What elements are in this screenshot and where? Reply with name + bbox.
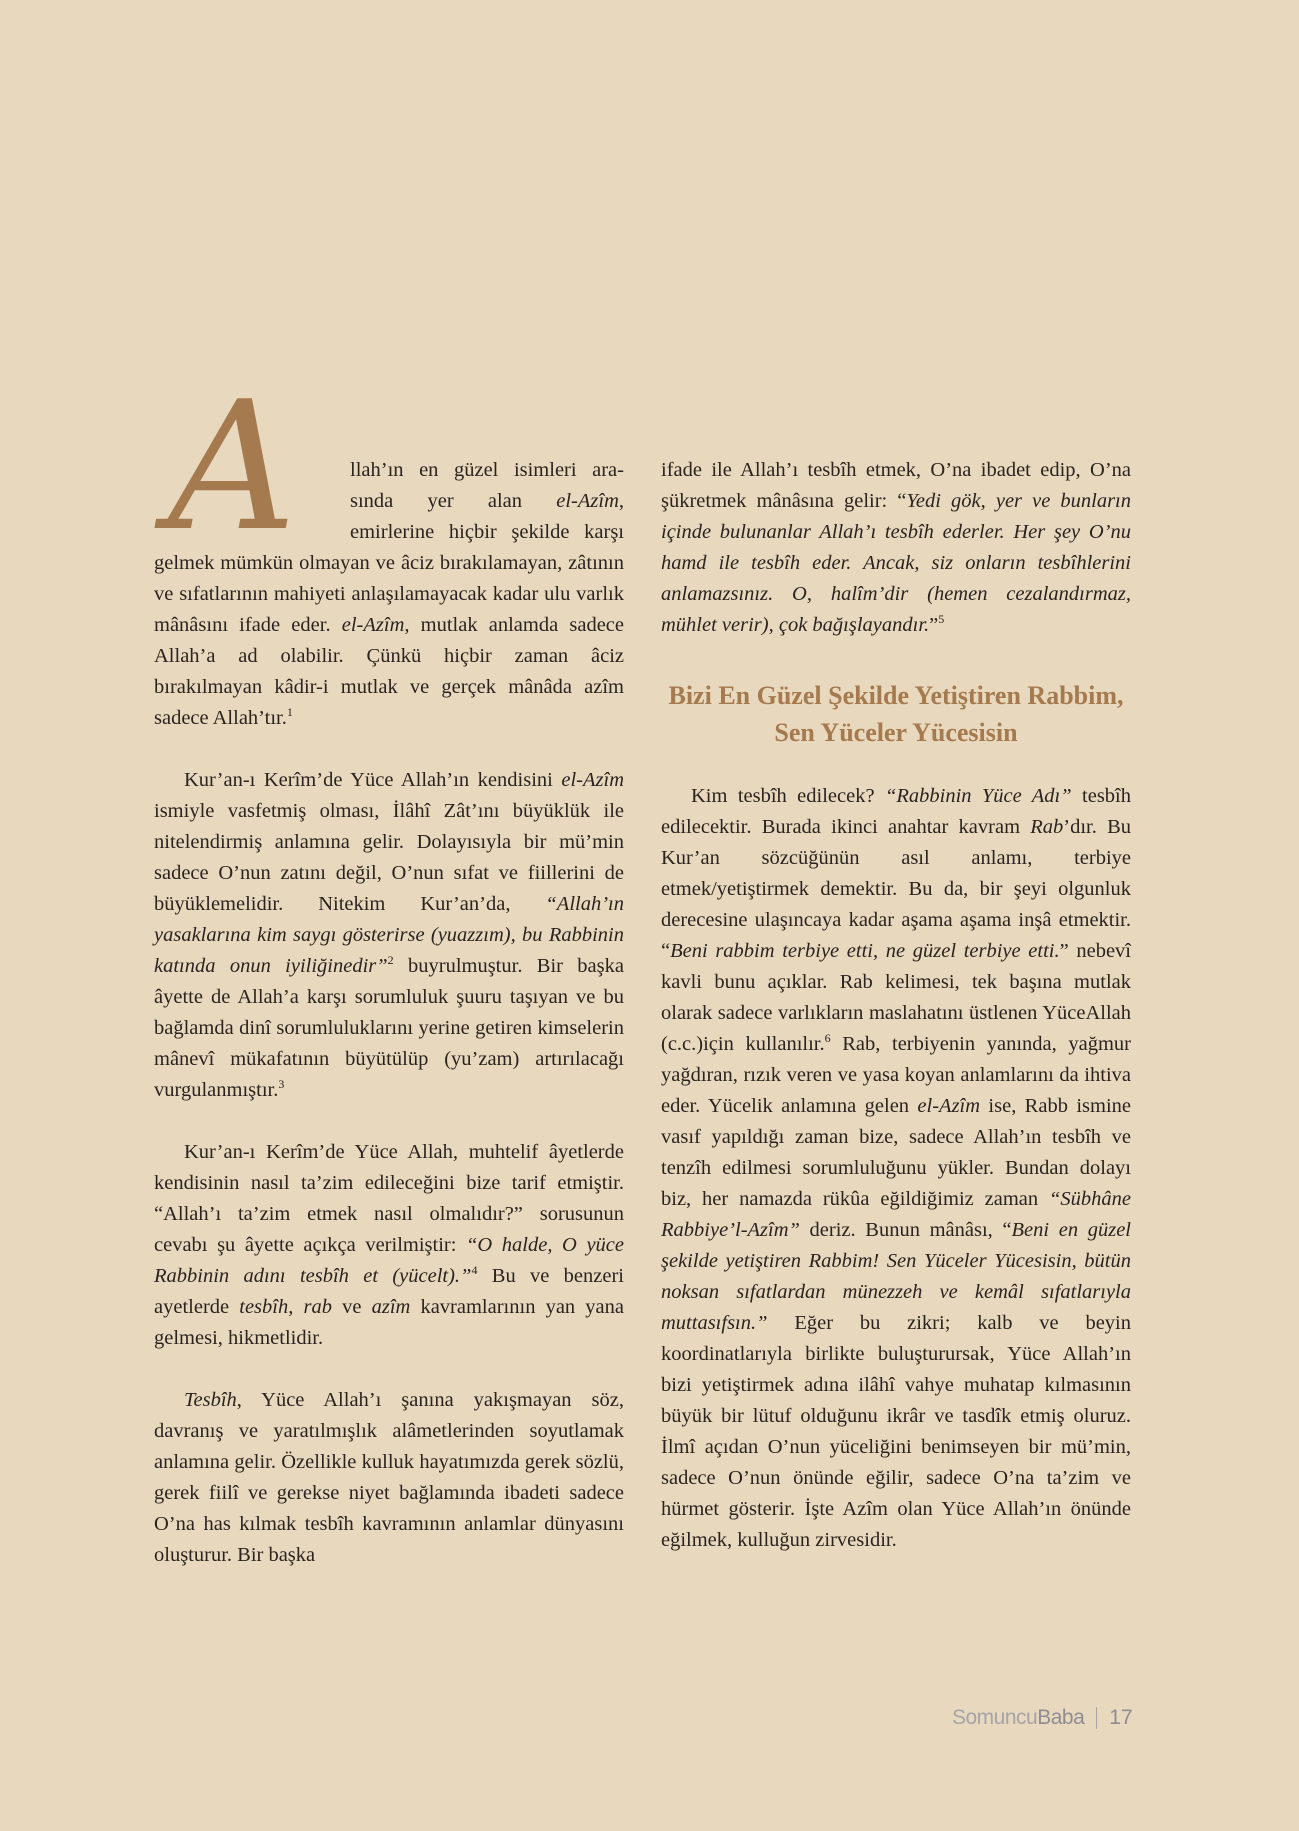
text-run: ” nebevî kavli bunu açıklar. Rab kelimesi, tek başına mutlak olarak sadece varlıkların maslahatını üstlenen YüceAllah (c.c.)için kullanılır. <box>661 940 1131 1055</box>
text-run: ” <box>929 614 939 636</box>
italic-text: Tesbîh <box>184 1389 237 1411</box>
footnote-mark: 6 <box>824 1031 831 1046</box>
italic-text: “Rabbinin Yüce Adı” <box>884 785 1072 807</box>
footnote-mark: 1 <box>286 705 293 720</box>
italic-text: el-Azîm <box>917 1095 981 1117</box>
text-run: Eğer bu zikri; kalb ve beyin koordinatlarıyla birlikte buluşturursak, Yüce Allah’ın bizi yetiştirmek adına ilâhî vahye muhatap kılmasının büyük bir lütuf olduğunu ikrâr ve tasdîk etmiş oluruz. İlmî açıdan O’nun yüceliğini benimseyen bir mü’min, sadece O’nun önünde eğilir, sadece O’na ta’zim ve hürmet gösterir. İşte Azîm olan Yüce Allah’ın önünde eğilmek, kulluğun zirvesidir. <box>661 1312 1131 1551</box>
text-run: , <box>288 1296 304 1318</box>
section-heading: Bizi En Güzel Şekilde Yetiştiren Rabbim, Sen Yüceler Yücesisin <box>668 681 1124 747</box>
text-run: ve <box>331 1296 372 1318</box>
footnote-mark: 4 <box>471 1263 478 1278</box>
text-run: llah’ın en güzel isimleri ara-sında yer alan <box>350 459 624 512</box>
page-footer <box>952 1706 1133 1730</box>
magazine-logo-somuncu: Somuncu <box>952 1706 1038 1729</box>
text-run: , Yüce Allah’ı şanına yakışmayan söz, davranış ve yaratılmışlık alâmetlerinden soyutlamak anlamına gelir. Özellikle kulluk hayatımızda gerek sözlü, gerek fiilî ve gerekse niyet bağlamında ibadeti sadece O’na has kılmak tesbîh kavramının anlamlar dünyasını oluşturur. Bir başka <box>154 1389 624 1566</box>
text-run: Kur’an-ı Kerîm’de Yüce Allah’ın kendisini <box>184 769 562 791</box>
italic-text: Yedi gök, yer ve bunların içinde bulunanlar Allah’ı tesbîh ederler. Her şey O’nu hamd ile tesbîh eder. Ancak, siz onların tesbîhlerini anlamazsınız. O, halîm’dir (hemen cezalandırmaz, mühlet verir), çok bağışlayandır. <box>661 490 1131 636</box>
italic-text: “Sübhâne Rabbiye’l-Azîm” <box>661 1188 1131 1241</box>
magazine-logo-baba: Baba <box>1037 1706 1085 1729</box>
text-run: ismiyle vasfetmiş olması, İlâhî Zât’ını büyüklük ile nitelendirmiş anlamına gelir. Dolayısıyla bir mü’min sadece O’nun zatını değil, O’nun sıfat ve fiillerini de büyüklemelidir. Nitekim Kur’an’da, <box>154 800 624 915</box>
drop-cap: A <box>168 363 293 570</box>
italic-text: el-Azîm <box>556 490 619 512</box>
paragraph-3 <box>154 1137 624 1354</box>
italic-text: el-Azîm <box>341 614 405 636</box>
italic-text: tesbîh <box>239 1296 289 1318</box>
text-run: Bu ve benzeri ayetlerde <box>154 1265 624 1318</box>
text-run: Kur’an-ı Kerîm’de Yüce Allah, muhtelif âyetlerde kendisinin nasıl ta’zim edileceğini bize tarif etmiştir. “Allah’ı ta’zim etmek nasıl olmalıdır?” sorusunun cevabı şu âyette açıkça verilmiştir: <box>154 1141 624 1256</box>
italic-text: rab <box>303 1296 332 1318</box>
italic-text: Rab <box>1030 816 1064 838</box>
paragraph-4 <box>154 1385 624 1571</box>
text-run: Rab, terbiyenin yanında, yağmur yağdıran, rızık veren ve yasa koyan anlamlarını da ihtiva eder. Yücelik anlamına gelen <box>661 1033 1131 1117</box>
italic-text: azîm <box>371 1296 411 1318</box>
paragraph-2 <box>154 765 624 1106</box>
text-run: ’dır. Bu Kur’an sözcüğünün asıl anlamı, terbiye etmek/yetiştirmek demektir. Bu da, bir şeyi olgunluk derecesine ulaşıncaya kadar aşama aşama inşâ etmektir. “ <box>661 816 1131 962</box>
text-run: Kim tesbîh edilecek? <box>691 785 885 807</box>
right-column <box>661 455 1131 1556</box>
page-number: 17 <box>1109 1706 1133 1729</box>
italic-text: Beni rabbim terbiye etti, ne güzel terbiye etti. <box>670 940 1060 962</box>
text-run: ise, Rabb ismine vasıf yapıldığı zaman bize, sadece Allah’ın tesbîh ve tenzîh edilmesi sorumluluğunu yükler. Bundan dolayı biz, her namazda rükûa eğildiğimiz zaman <box>661 1095 1131 1210</box>
left-column <box>154 363 625 1571</box>
paragraph-1 <box>154 363 624 734</box>
text-run: , emirlerine hiçbir şekilde karşı gelmek mümkün olmayan ve âciz bırakılamayan, zâtının ve sıfatlarının mahiyeti anlaşılamayacak kadar ulu varlık mânâsını ifade eder. <box>154 490 624 636</box>
italic-text: Beni en güzel şekilde yetiştiren Rabbim! Sen Yüceler Yücesisin, bütün noksan sıfatlardan münezzeh ve kemâl sıfatlarıyla muttasıfsın.” <box>661 1219 1131 1334</box>
text-run: deriz. Bunun mânâsı, “ <box>799 1219 1012 1241</box>
text-run: kavramlarının yan yana gelmesi, hikmetlidir. <box>154 1296 625 1349</box>
italic-text: el-Azîm <box>561 769 624 791</box>
text-run: buyrulmuştur. Bir başka âyette de Allah’a karşı sorumluluk şuuru taşıyan ve bu bağlamda dinî sorumluluklarını yerine getiren kimselerin mânevî mükafatının büyütülüp (yu’zam) artırılacağı vurgulanmıştır. <box>154 955 624 1101</box>
text-run: , mutlak anlamda sadece Allah’a ad olabilir. Çünkü hiçbir zaman âciz bırakılmayan kâdir-i mutlak ve gerçek mânâda azîm sadece Allah’tır. <box>154 614 624 729</box>
text-run: tesbîh edilecektir. Burada ikinci anahtar kavram <box>661 785 1131 838</box>
footnote-mark: 3 <box>278 1077 285 1092</box>
footer-divider <box>1096 1707 1097 1729</box>
paragraph-6 <box>661 781 1131 1556</box>
text-run: ifade ile Allah’ı tesbîh etmek, O’na ibadet edip, O’na şükretmek mânâsına gelir: “ <box>661 459 1131 512</box>
footnote-mark: 2 <box>387 953 394 968</box>
footnote-mark: 5 <box>938 612 945 627</box>
italic-text: “Allah’ın yasaklarına kim saygı gösterirse (yuazzım), bu Rabbinin katında onun iyiliğinedir” <box>154 893 624 977</box>
paragraph-5 <box>661 455 1131 641</box>
italic-text: “O halde, O yüce Rabbinin adını tesbîh et (yücelt).” <box>154 1234 624 1287</box>
